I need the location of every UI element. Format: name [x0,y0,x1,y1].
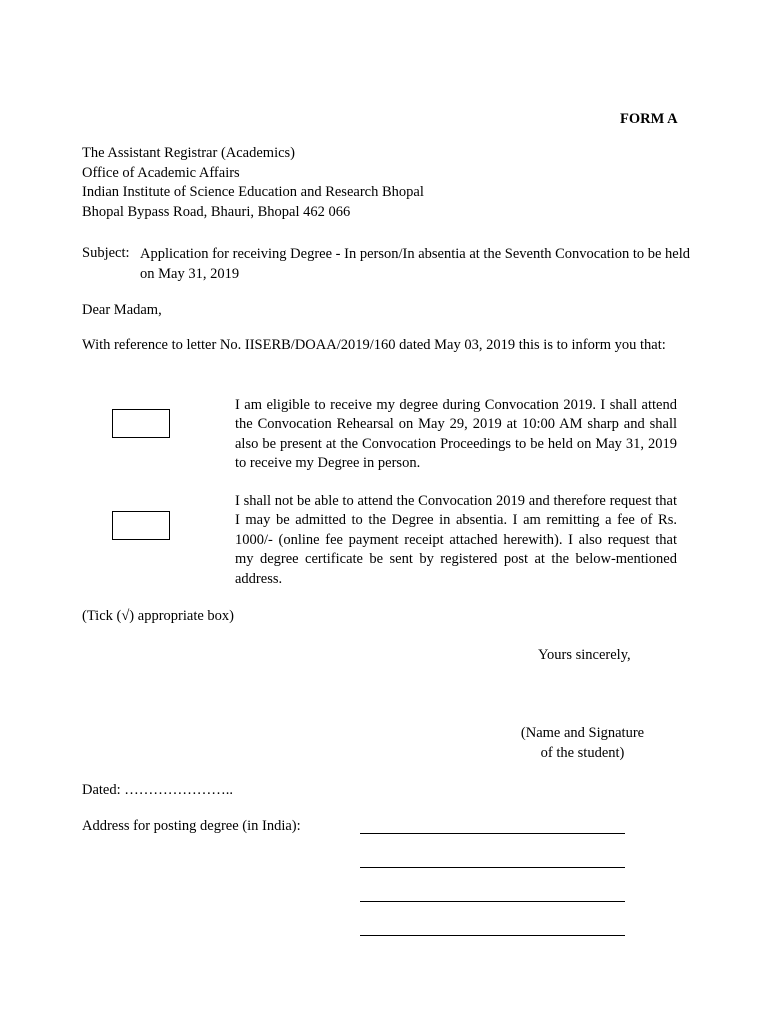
form-title: FORM A [620,111,678,127]
option-in-person-text: I am eligible to receive my degree during Convocation 2019. I shall attend the Convocation Rehearsal on May 29, 2019 at 10:00 AM sharp and shall also be present at the Convocation Proceedings to be held on May 31, 2019 to receive my Degree in person. [235,397,677,472]
dated-field: Dated: ………………….. [82,782,234,798]
subject-label: Subject: [82,245,130,261]
address-label: Address for posting degree (in India): [82,818,301,834]
signature-line-2: of the student) [540,744,625,761]
signature-block [500,724,665,763]
tick-instruction: (Tick (√) appropriate box) [82,608,234,624]
subject-text: Application for receiving Degree - In person/In absentia at the Seventh Convocation to be held on May 31, 2019 [140,246,691,282]
addressee-line: Indian Institute of Science Education and Research Bhopal [82,184,424,200]
intro-paragraph: With reference to letter No. IISERB/DOAA/2019/160 dated May 03, 2019 this is to inform you that: [82,337,666,353]
addressee-line: Office of Academic Affairs [82,164,240,181]
address-line-2[interactable] [360,867,625,868]
address-line-4[interactable] [360,935,625,936]
checkbox-in-person[interactable] [112,409,170,438]
signature-line-1: (Name and Signature [520,725,645,741]
checkbox-in-absentia[interactable] [112,511,170,540]
address-line-3[interactable] [360,901,625,902]
addressee-line: The Assistant Registrar (Academics) [82,145,296,161]
addressee-line: Bhopal Bypass Road, Bhauri, Bhopal 462 066 [82,203,351,220]
addressee-block [82,144,424,222]
closing: Yours sincerely, [538,647,631,663]
option-in-absentia-text: I shall not be able to attend the Convocation 2019 and therefore request that I may be admitted to the Degree in absentia. I am remitting a fee of Rs. 1000/- (online fee payment receipt attached herewith). I also request that my degree certificate be sent by registered post at the below-mentioned address. [235,493,677,587]
salutation: Dear Madam, [82,302,162,318]
address-line-1[interactable] [360,833,625,834]
